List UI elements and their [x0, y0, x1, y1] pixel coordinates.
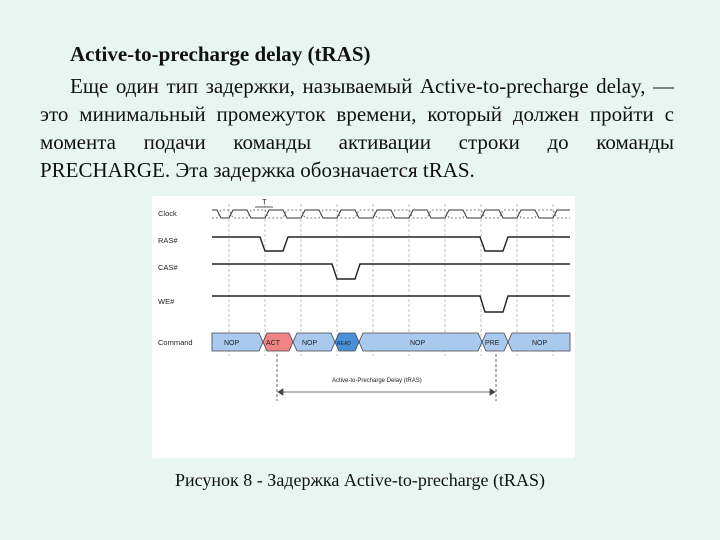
timing-diagram-svg [152, 196, 575, 458]
signal-label-we: WE# [158, 297, 175, 306]
ras-waveform [212, 237, 570, 251]
signal-label-command: Command [158, 338, 193, 347]
clock-period-label: T [262, 197, 267, 206]
signal-label-clock: Clock [158, 209, 177, 218]
signal-label-ras: RAS# [158, 236, 178, 245]
figure-caption: Рисунок 8 - Задержка Active-to-precharge (tRAS) [175, 470, 545, 490]
command-label-nop-2: NOP [302, 340, 318, 347]
cas-waveform [212, 264, 570, 279]
section-heading: Active-to-precharge delay (tRAS) [70, 42, 371, 66]
command-label-act: ACT [266, 340, 280, 347]
command-label-nop-1: NOP [224, 340, 240, 347]
command-label-nop-4: NOP [532, 340, 548, 347]
command-label-nop-3: NOP [410, 340, 426, 347]
command-label-read: READ [337, 341, 351, 347]
command-label-pre: PRE [485, 340, 500, 347]
clock-waveform [212, 210, 570, 218]
we-waveform [212, 296, 570, 312]
body-paragraph: Еще один тип задержки, называемый Active-to-precharge delay, — это минимальный промежуток времени, который должен пройти с момента подачи команды активации строки до команды PRECHARGE. Эта задержка обозначается tRAS. [40, 74, 674, 182]
tras-label: Active-to-Precharge Delay (tRAS) [332, 378, 422, 384]
timing-diagram [152, 196, 575, 458]
signal-label-cas: CAS# [158, 263, 178, 272]
